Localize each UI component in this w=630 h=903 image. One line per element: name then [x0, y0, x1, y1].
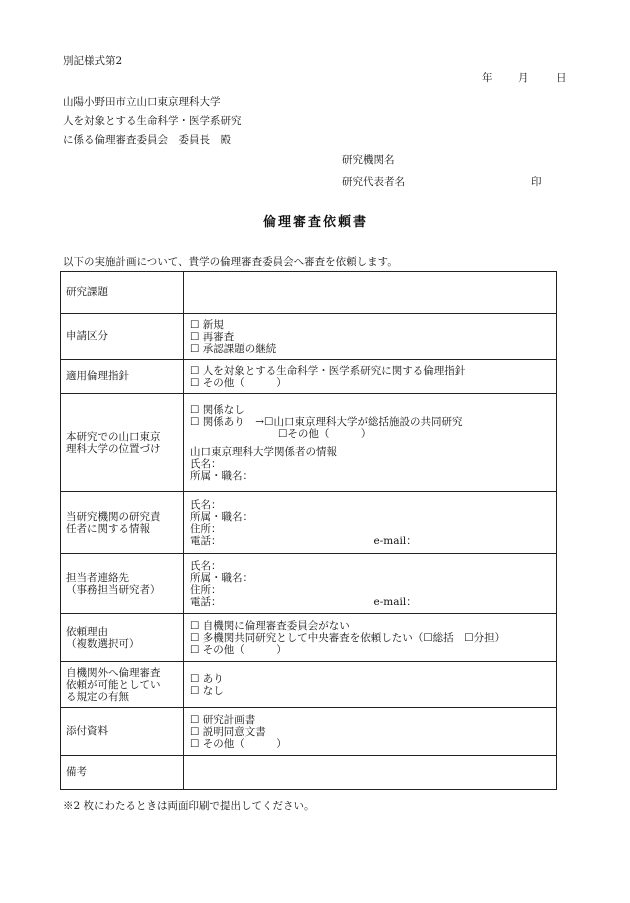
- contact-address-field[interactable]: 住所：: [190, 583, 222, 596]
- checkbox-central-review[interactable]: ☐ 多機関共同研究として中央審査を依頼したい（☐総括 ☐分担）: [190, 631, 506, 644]
- pi-affiliation-field[interactable]: 所属・職名：: [190, 510, 253, 523]
- contact-label-line-1: 担当者連絡先: [66, 571, 129, 584]
- external-rule-label: [61, 662, 184, 708]
- external-rule-label-line-2: 依頼が可能としてい: [66, 678, 161, 691]
- reason-label-line-1: 依頼理由: [66, 625, 108, 638]
- pi-info-label: [61, 492, 184, 554]
- row-reason: [61, 614, 557, 662]
- checkbox-guideline-other[interactable]: ☐ その他（ ）: [190, 376, 287, 389]
- checkbox-rule-none[interactable]: ☐ なし: [190, 684, 224, 697]
- row-attachments: [61, 708, 557, 756]
- checkbox-no-own-committee[interactable]: ☐ 自機関に倫理審査委員会がない: [190, 619, 350, 632]
- row-pi-info: [61, 492, 557, 554]
- date-day-label: 日: [556, 72, 567, 84]
- contact-email-field[interactable]: e-mail：: [373, 595, 417, 608]
- checkbox-attachment-other[interactable]: ☐ その他（ ）: [190, 737, 287, 750]
- positioning-label: [61, 394, 184, 492]
- attachments-label: 添付資料: [61, 708, 184, 756]
- application-type-label: 申請区分: [61, 314, 184, 360]
- pi-phone-field[interactable]: [190, 535, 556, 547]
- row-positioning: [61, 394, 557, 492]
- research-topic-field[interactable]: [184, 272, 557, 314]
- date-year-label: 年: [482, 72, 493, 84]
- row-external-rule: [61, 662, 557, 708]
- contact-phone-label: 電話：: [190, 595, 222, 608]
- checkbox-re-review[interactable]: ☐ 再審査: [190, 330, 235, 343]
- reason-options: [184, 614, 557, 662]
- positioning-label-line-1: 本研究での山口東京: [66, 430, 161, 443]
- contact-label-line-2: （事務担当研究者）: [66, 583, 161, 596]
- remarks-label: 備考: [61, 756, 184, 790]
- addressee-line-1: 山陽小野田市立山口東京理科大学: [63, 96, 221, 108]
- intro-text: 以下の実施計画について、貴学の倫理審査委員会へ審査を依頼します。: [63, 256, 398, 268]
- contact-phone-field[interactable]: [190, 596, 556, 608]
- tus-staff-affiliation-field[interactable]: 所属・職名：: [190, 469, 253, 482]
- checkbox-consent-document[interactable]: ☐ 説明同意文書: [190, 725, 266, 738]
- tus-staff-name-field[interactable]: 氏名：: [190, 457, 222, 470]
- contact-affiliation-field[interactable]: 所属・職名：: [190, 571, 253, 584]
- pi-name-field[interactable]: 氏名：: [190, 498, 222, 511]
- representative-label: 研究代表者名: [342, 176, 405, 188]
- checkbox-continuation[interactable]: ☐ 承認課題の継続: [190, 342, 277, 355]
- research-topic-label: 研究課題: [61, 272, 184, 314]
- reason-label-line-2: （複数選択可）: [66, 637, 140, 650]
- row-application-type: [61, 314, 557, 360]
- contact-content: [184, 554, 557, 614]
- form-number: 別記様式第2: [63, 55, 123, 67]
- pi-info-content: [184, 492, 557, 554]
- row-remarks: [61, 756, 557, 790]
- addressee-line-2: 人を対象とする生命科学・医学系研究: [63, 115, 242, 127]
- row-contact: [61, 554, 557, 614]
- checkbox-life-science-guideline[interactable]: ☐ 人を対象とする生命科学・医学系研究に関する倫理指針: [190, 364, 466, 377]
- guidelines-label: 適用倫理指針: [61, 360, 184, 394]
- page-title: 倫理審査依頼書: [263, 215, 369, 230]
- pi-info-label-line-2: 任者に関する情報: [66, 522, 150, 535]
- checkbox-related-other[interactable]: ☐その他（ ）: [278, 427, 372, 440]
- checkbox-rule-exists[interactable]: ☐ あり: [190, 672, 224, 685]
- external-rule-label-line-1: 自機関外へ倫理審査: [66, 666, 161, 679]
- seal-label: 印: [531, 176, 542, 188]
- guidelines-options: [184, 360, 557, 394]
- checkbox-reason-other[interactable]: ☐ その他（ ）: [190, 643, 287, 656]
- positioning-content: [184, 394, 557, 492]
- pi-address-field[interactable]: 住所：: [190, 522, 222, 535]
- reason-label: [61, 614, 184, 662]
- contact-label: [61, 554, 184, 614]
- date-month-label: 月: [518, 72, 529, 84]
- checkbox-new[interactable]: ☐ 新規: [190, 318, 224, 331]
- checkbox-no-relation[interactable]: ☐ 関係なし: [190, 403, 245, 416]
- institution-label: 研究機関名: [342, 154, 395, 166]
- footer-note: ※2 枚にわたるときは両面印刷で提出してください。: [63, 800, 315, 812]
- request-form-table: [60, 271, 557, 790]
- pi-info-label-line-1: 当研究機関の研究責: [66, 510, 161, 523]
- application-type-options: [184, 314, 557, 360]
- external-rule-options: [184, 662, 557, 708]
- pi-phone-label: 電話：: [190, 534, 222, 547]
- addressee-line-3: に係る倫理審査委員会 委員長 殿: [63, 134, 231, 146]
- checkbox-research-plan[interactable]: ☐ 研究計画書: [190, 713, 256, 726]
- checkbox-related-joint-research[interactable]: ☐ 関係あり →☐山口東京理科大学が総括施設の共同研究: [190, 415, 463, 428]
- pi-email-field[interactable]: e-mail：: [373, 534, 417, 547]
- tus-staff-info-title: 山口東京理科大学関係者の情報: [190, 445, 337, 458]
- external-rule-label-line-3: る規定の有無: [66, 690, 129, 703]
- contact-name-field[interactable]: 氏名：: [190, 559, 222, 572]
- row-guidelines: [61, 360, 557, 394]
- remarks-field[interactable]: [184, 756, 557, 790]
- row-research-topic: [61, 272, 557, 314]
- attachments-options: [184, 708, 557, 756]
- positioning-label-line-2: 理科大学の位置づけ: [66, 442, 161, 455]
